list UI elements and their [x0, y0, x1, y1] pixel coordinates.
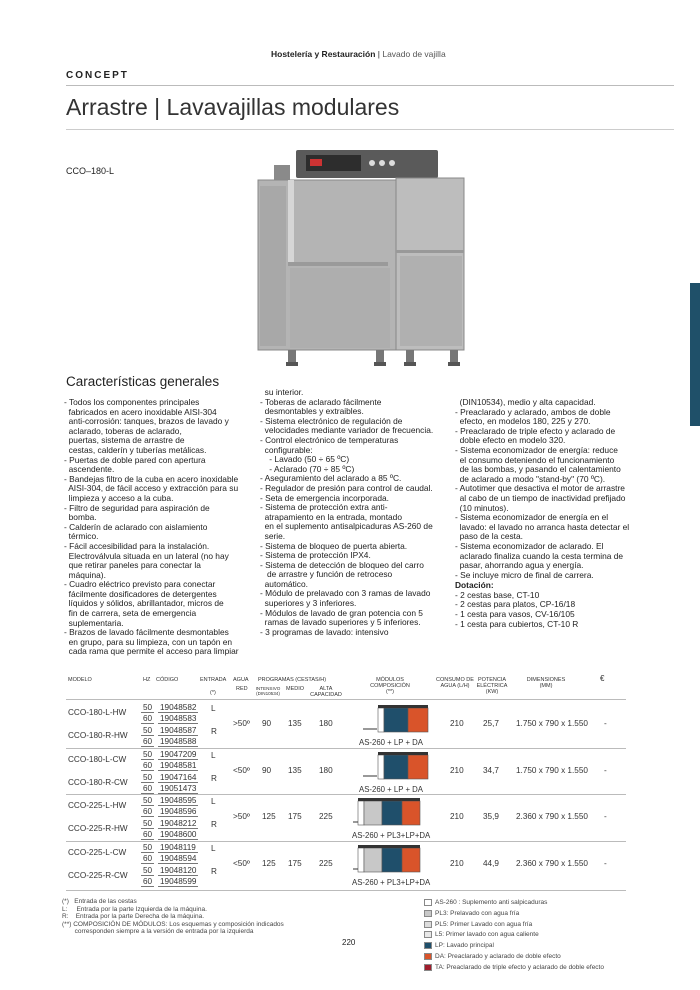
feature-line: - Se incluye micro de final de carrera.	[455, 569, 594, 580]
feature-line: - Sistema economizador de energía: reduce	[455, 444, 618, 455]
feature-line: AISI-304, de fácil acceso y extracción para su	[64, 483, 239, 494]
feature-line: anti-corrosión: tanques, brazos de lavado y	[64, 416, 229, 427]
alta-value: 225	[319, 859, 333, 868]
feature-line: corresponden siempre a la versión de entrada por la izquierda	[62, 928, 254, 936]
feature-line: configurable:	[260, 444, 313, 455]
hz-value: 50	[143, 843, 153, 852]
feature-line: - 3 programas de lavado: intensivo	[260, 626, 389, 637]
composition-diagram	[352, 844, 424, 878]
group-divider	[66, 794, 626, 795]
legend-swatch	[424, 942, 432, 949]
feature-line: lavado: el lavado no arranca hasta detectar el	[455, 521, 630, 532]
feature-line: pasar, ahorrando agua y energía.	[455, 560, 584, 571]
agua-red-value: <50º	[233, 859, 250, 868]
feature-line: - 1 cesta para cubiertos, CT-10 R	[455, 618, 579, 629]
legend-swatch	[424, 910, 432, 917]
header-hz: HZ	[143, 677, 151, 683]
feature-line: desmontables y extraibles.	[260, 406, 364, 417]
feature-line: (**) COMPOSICIÓN DE MÓDULOS: Los esquemas y composición indicados	[62, 920, 284, 928]
code-value: 19048595	[160, 796, 197, 805]
header-potencia: POTENCIA ELÉCTRICA (KW)	[476, 677, 508, 696]
composition-label: AS-260 + LP + DA	[359, 738, 424, 747]
hz-value: 60	[143, 877, 153, 886]
page-number: 220	[342, 938, 356, 947]
alta-value: 180	[319, 766, 333, 775]
price-value: -	[604, 766, 607, 775]
dimensiones-value: 2.360 x 790 x 1.550	[516, 859, 588, 868]
code-value: 19051473	[160, 784, 197, 793]
legend-item	[424, 899, 547, 906]
feature-line: - Aclarado (70 ÷ 85 ºC)	[260, 463, 355, 474]
hz-value: 50	[143, 796, 153, 805]
concept-label: CONCEPT	[66, 70, 129, 81]
code-value: 19048583	[160, 714, 197, 723]
entrada-value: R	[211, 867, 217, 876]
header-dimensiones: DIMENSIONES (MM)	[526, 677, 566, 690]
hz-value: 60	[143, 830, 153, 839]
feature-line: (DIN10534), medio y alta capacidad.	[455, 397, 596, 407]
code-value: 19048594	[160, 854, 197, 863]
hz-value: 50	[143, 819, 153, 828]
feature-line: máquina).	[64, 569, 106, 580]
feature-line: serie.	[260, 530, 286, 541]
intensivo-value: 125	[262, 859, 276, 868]
feature-line: que retirar paneles para conectar la	[64, 560, 201, 571]
feature-line: - Bandejas filtro de la cuba en acero inoxidable	[64, 473, 239, 484]
legend-item	[424, 931, 539, 938]
intensivo-value: 90	[262, 766, 272, 775]
composition-diagram	[352, 797, 424, 831]
feature-line: - Aseguramiento del aclarado a 85 ºC.	[260, 473, 402, 484]
feature-line: - Filtro de seguridad para aspiración de	[64, 502, 210, 513]
header-modulos: MÓDULOS COMPOSICIÓN (**)	[370, 677, 410, 696]
header-programas: PROGRAMAS (CESTAS/H)	[258, 677, 327, 683]
hz-value: 60	[143, 854, 153, 863]
feature-line: - Sistema economizador de energía en el	[455, 512, 609, 523]
legend-item	[424, 921, 532, 928]
code-value: 19048212	[160, 819, 197, 828]
feature-line: - Sistema economizador de aclarado. El	[455, 540, 604, 551]
code-value: 19047164	[160, 773, 197, 782]
agua-red-value: <50º	[233, 766, 250, 775]
feature-line: - Brazos de lavado fácilmente desmontables	[64, 627, 229, 638]
header-entrada: ENTRADA	[200, 677, 227, 683]
header-entrada-note: (*)	[210, 690, 216, 696]
header-modelo: MODELO	[68, 677, 92, 683]
page-header	[271, 49, 446, 59]
feature-line: cestas, calderín y tuberías metálicas.	[64, 444, 207, 455]
header-section: Hostelería y Restauración	[271, 49, 376, 59]
legend-item	[424, 953, 561, 960]
hz-value: 60	[143, 737, 153, 746]
code-value: 19048120	[160, 866, 197, 875]
model-name: CCO-180-L-CW	[68, 755, 127, 764]
agua-red-value: >50º	[233, 719, 250, 728]
feature-line: - Sistema de protección IPX4.	[260, 550, 371, 561]
feature-line: - Sistema de detección de bloqueo del carro	[260, 559, 424, 570]
feature-line: limpieza y acceso a la cuba.	[64, 492, 174, 503]
entrada-value: L	[211, 844, 216, 853]
feature-line: - Preaclarado de triple efecto y aclarado de	[455, 425, 616, 436]
header-subsection: Lavado de vajilla	[382, 49, 446, 59]
medio-value: 175	[288, 859, 302, 868]
feature-line: ramas de lavado superiores y 5 inferiores.	[260, 617, 421, 628]
agua-red-value: >50º	[233, 812, 250, 821]
divider	[66, 85, 674, 86]
feature-line: superiores y 3 inferiores.	[260, 598, 357, 609]
code-value: 19048599	[160, 877, 197, 886]
table-header-rule	[66, 699, 626, 700]
feature-line: fabricados en acero inoxidable AISI-304	[64, 406, 217, 417]
feature-line: de aclarado a modo "stand-by" (70 ºC).	[455, 473, 606, 484]
feature-line: - Preaclarado y aclarado, ambos de doble	[455, 406, 611, 417]
header-consumo: CONSUMO DE AGUA (L/H)	[436, 677, 474, 690]
feature-line: - 1 cesta para vasos, CV-16/105	[455, 609, 575, 620]
price-value: -	[604, 719, 607, 728]
feature-line: doble efecto en modelo 320.	[455, 435, 566, 446]
legend-label: PL3: Prelavado con agua fría	[435, 909, 520, 917]
feature-line: atrapamiento en la entrada, montado	[260, 511, 403, 522]
feature-line: puertas, sistema de arrastre de	[64, 435, 185, 446]
feature-line: ascendente.	[64, 464, 115, 475]
consumo-value: 210	[450, 719, 464, 728]
code-value: 19048581	[160, 761, 197, 770]
intensivo-value: 125	[262, 812, 276, 821]
feature-line: paso de la cesta.	[455, 531, 523, 542]
feature-line: - Lavado (50 ÷ 65 ºC)	[260, 454, 350, 465]
section-title: Características generales	[66, 374, 220, 389]
legend-swatch	[424, 899, 432, 906]
feature-line: en grupo, para su limpieza, con un tapón en	[64, 636, 233, 647]
hz-value: 50	[143, 773, 153, 782]
feature-line: - Todos los componentes principales	[64, 397, 200, 407]
hz-value: 60	[143, 714, 153, 723]
features-column-1	[64, 398, 254, 657]
feature-line: - Módulos de lavado de gran potencia con 5	[260, 607, 423, 618]
consumo-value: 210	[450, 812, 464, 821]
consumo-value: 210	[450, 859, 464, 868]
feature-line: R: Entrada por la parte Derecha de la máquina.	[62, 913, 204, 921]
feature-line: - Regulador de presión para control de caudal.	[260, 482, 433, 493]
feature-line: aclarado, toberas de aclarado,	[64, 425, 182, 436]
feature-line: su interior.	[260, 387, 304, 397]
legend-label: LP: Lavado principal	[435, 942, 494, 950]
model-name: CCO-225-R-CW	[68, 871, 128, 880]
header-alta: ALTA CAPACIDAD	[310, 686, 342, 699]
entrada-value: L	[211, 751, 216, 760]
legend-swatch	[424, 953, 432, 960]
feature-line: de arrastre y función de retroceso	[260, 569, 393, 580]
model-name: CCO-225-L-HW	[68, 801, 127, 810]
code-value: 19048596	[160, 807, 197, 816]
legend-swatch	[424, 921, 432, 928]
entrada-value: R	[211, 820, 217, 829]
legend-item	[424, 910, 519, 917]
legend-swatch	[424, 931, 432, 938]
feature-line: - Control electrónico de temperaturas	[260, 434, 399, 445]
potencia-value: 34,7	[483, 766, 499, 775]
price-value: -	[604, 859, 607, 868]
table-end-rule	[66, 890, 626, 891]
code-value: 19048582	[160, 703, 197, 712]
feature-line: velocidades mediante variador de frecuencia.	[260, 425, 434, 436]
feature-line: al cabo de un tiempo de inactividad prefijado	[455, 492, 626, 503]
feature-line: - Sistema de bloqueo de puerta abierta.	[260, 540, 408, 551]
feature-line: aclarado finaliza cuando la cesta termina de	[455, 550, 624, 561]
feature-line: bomba.	[64, 512, 97, 523]
feature-line: Electroválvula situada en un lateral (no hay	[64, 550, 229, 561]
alta-value: 180	[319, 719, 333, 728]
feature-line: suplementaria.	[64, 617, 124, 628]
feature-line: (10 minutos).	[455, 502, 509, 513]
legend-item	[424, 942, 494, 949]
feature-line: térmico.	[64, 531, 99, 542]
code-value: 19048119	[160, 843, 196, 852]
hz-value: 60	[143, 761, 153, 770]
header-euro: €	[600, 674, 605, 683]
feature-line: el consumo deteniendo el funcionamiento	[455, 454, 615, 465]
feature-line: automático.	[260, 578, 308, 589]
composition-diagram	[362, 751, 434, 785]
dimensiones-value: 1.750 x 790 x 1.550	[516, 719, 588, 728]
potencia-value: 44,9	[483, 859, 499, 868]
legend-label: PL5: Primer Lavado con agua fría	[435, 920, 533, 928]
code-value: 19048588	[160, 737, 197, 746]
header-medio: MEDIO	[286, 686, 305, 692]
model-name: CCO-180-R-HW	[68, 731, 128, 740]
legend-label: TA: Preaclarado de triple efecto y aclarado de doble efecto	[435, 963, 604, 971]
legend-label: AS-260 : Suplemento anti salpicaduras	[435, 899, 548, 906]
model-name: CCO-225-R-HW	[68, 824, 128, 833]
potencia-value: 35,9	[483, 812, 499, 821]
intensivo-value: 90	[262, 719, 272, 728]
entrada-value: L	[211, 797, 216, 806]
dishwasher-image	[250, 150, 480, 375]
header-agua: AGUA	[233, 677, 249, 683]
model-name: CCO-180-R-CW	[68, 778, 128, 787]
model-code: CCO–180-L	[66, 166, 115, 176]
model-name: CCO-180-L-HW	[68, 708, 127, 717]
hz-value: 50	[143, 750, 153, 759]
entrada-value: L	[211, 704, 216, 713]
feature-line: - Sistema electrónico de regulación de	[260, 415, 403, 426]
feature-line: líquidos y sólidos, abrillantador, micros de	[64, 598, 224, 609]
feature-line: - Autotimer que desactiva el motor de arrastre	[455, 483, 625, 494]
group-divider	[66, 841, 626, 842]
feature-line: - Cuadro eléctrico previsto para conectar	[64, 579, 216, 590]
composition-label: AS-260 + LP + DA	[359, 785, 424, 794]
feature-line: efecto, en modelos 180, 225 y 270.	[455, 416, 591, 427]
features-column-2	[260, 388, 450, 637]
composition-label: AS-260 + PL3+LP+DA	[352, 878, 431, 887]
feature-line: - 2 cestas base, CT-10	[455, 589, 540, 600]
composition-diagram	[362, 704, 434, 738]
header-intensivo: INTENSIVO (DIN10534)	[255, 686, 281, 696]
medio-value: 175	[288, 812, 302, 821]
entrada-value: R	[211, 727, 217, 736]
code-value: 19048587	[160, 726, 197, 735]
page-title: Arrastre | Lavavajillas modulares	[66, 94, 400, 120]
footnotes	[62, 898, 362, 936]
legend-label: L5: Primer lavado con agua caliente	[435, 931, 539, 939]
dimensiones-value: 2.360 x 790 x 1.550	[516, 812, 588, 821]
feature-line: - Calderín de aclarado con aislamiento	[64, 521, 208, 532]
feature-line: (*) Entrada de las cestas	[62, 898, 137, 905]
feature-line: fin de carrera, seta de emergencia	[64, 608, 197, 619]
hz-value: 50	[143, 726, 153, 735]
feature-line: fácilmente dosificadores de detergentes	[64, 588, 217, 599]
consumo-value: 210	[450, 766, 464, 775]
feature-line: - Módulo de prelavado con 3 ramas de lavado	[260, 588, 431, 599]
features-column-3	[455, 398, 645, 629]
hz-value: 50	[143, 866, 153, 875]
price-value: -	[604, 812, 607, 821]
feature-line: - Fácil accesibilidad para la instalación.	[64, 540, 210, 551]
divider	[66, 129, 674, 130]
feature-line: en el suplemento antisalpicaduras AS-260 de	[260, 521, 433, 532]
hz-value: 60	[143, 784, 153, 793]
legend-item	[424, 964, 604, 971]
feature-line: L: Entrada por la parte Izquierda de la máquina.	[62, 905, 207, 913]
header-codigo: CÓDIGO	[156, 677, 179, 683]
feature-line: - Toberas de aclarado fácilmente	[260, 396, 382, 407]
feature-line: cada rama que permite el acceso para limpiar	[64, 646, 239, 657]
medio-value: 135	[288, 719, 302, 728]
composition-label: AS-260 + PL3+LP+DA	[352, 831, 431, 840]
dotacion-title: Dotación:	[455, 580, 494, 591]
feature-line: - 2 cestas para platos, CP-16/18	[455, 599, 576, 610]
legend-swatch	[424, 964, 432, 971]
feature-line: de las bombas, y pasando el calentamiento	[455, 464, 621, 475]
legend-label: DA: Preaclarado y aclarado de doble efecto	[435, 953, 561, 960]
alta-value: 225	[319, 812, 333, 821]
code-value: 19047209	[160, 750, 197, 759]
feature-line: - Puertas de doble pared con apertura	[64, 454, 206, 465]
feature-line: - Seta de emergencia incorporada.	[260, 492, 389, 503]
hz-value: 60	[143, 807, 153, 816]
entrada-value: R	[211, 774, 217, 783]
group-divider	[66, 748, 626, 749]
feature-line: - Sistema de protección extra anti-	[260, 502, 388, 513]
header-red: RED	[236, 686, 248, 692]
dimensiones-value: 1.750 x 790 x 1.550	[516, 766, 588, 775]
hz-value: 50	[143, 703, 153, 712]
code-value: 19048600	[160, 830, 197, 839]
potencia-value: 25,7	[483, 719, 499, 728]
side-tab	[690, 283, 700, 426]
header-separator: |	[375, 49, 383, 59]
model-name: CCO-225-L-CW	[68, 848, 127, 857]
medio-value: 135	[288, 766, 302, 775]
